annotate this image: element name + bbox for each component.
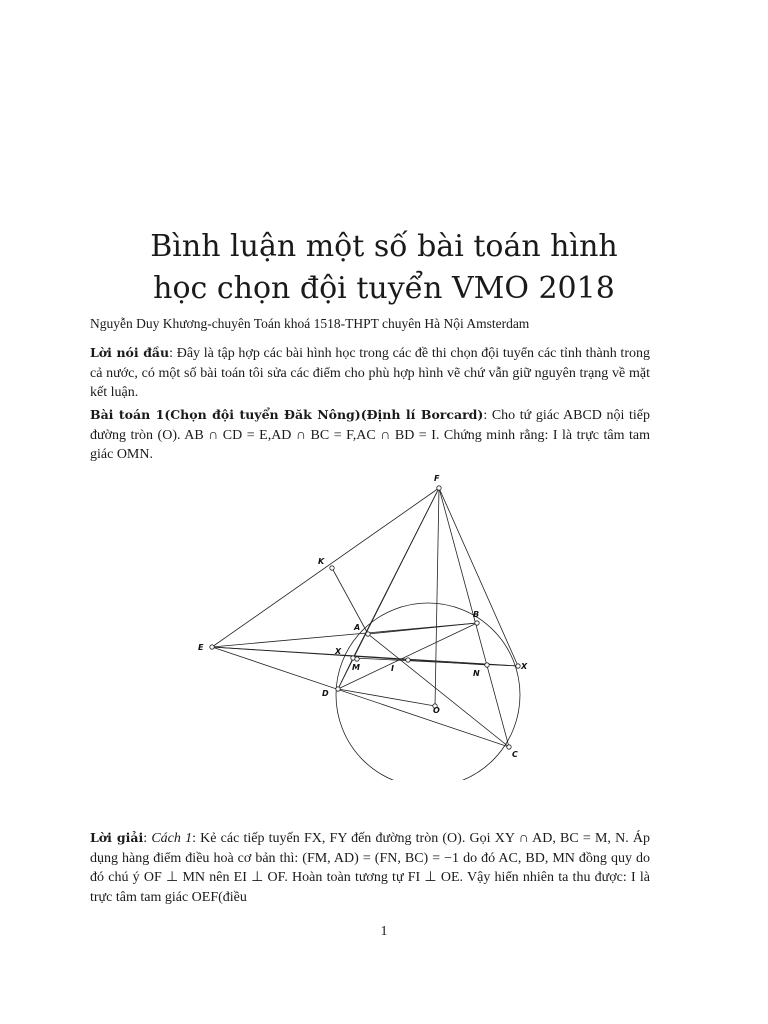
solution-method: Cách 1 [151,831,193,846]
intro-text: : Đây là tập hợp các bài hình học trong các đề thi chọn đội tuyển các tỉnh thành trong cả nước, có một số bài toán tôi sửa các điểm cho phù hợp hình vẽ chứ vẫn giữ nguyên trạng về mặt kết luận. [90,346,650,400]
geometry-figure [180,470,580,780]
solution-heading: Lời giải [90,830,144,845]
label-b: B [473,610,480,619]
label-f: F [434,474,440,483]
label-i: I [391,664,394,673]
label-m: M [352,663,360,672]
label-x-left: X [335,647,342,656]
problem-paragraph [90,405,650,465]
label-k: K [318,557,325,566]
label-a: A [354,623,361,632]
problem-heading: Bài toán 1(Chọn đội tuyển Đăk Nông)(Định lí Borcard) [90,407,484,422]
label-x-right: X [521,662,528,671]
page-number: 1 [380,924,388,939]
label-o: O [433,706,440,715]
label-d: D [322,689,329,698]
solution-text: : Kẻ các tiếp tuyến FX, FY đến đường tròn (O). Gọi XY ∩ AD, BC = M, N. Áp dụng hàng điểm điều hoà cơ bản thì: (FM, AD) = (FN, BC) = −1 do đó AC, BD, MN đồng quy do đó chú ý OF ⊥ MN nên EI ⊥ OF. Hoàn toàn tương tự FI ⊥ OE. Vậy hiển nhiên ta thu được: I là trực tâm tam giác OEF(điều [90,831,650,905]
page-title [60,226,708,310]
label-n: N [473,669,480,678]
title-line-1: Bình luận một số bài toán hình [150,229,618,264]
solution-paragraph: Lời giải: Cách 1: Kẻ các tiếp tuyến FX, FY đến đường tròn (O). Gọi XY ∩ AD, BC = M, N. Áp dụng hàng điểm điều hoà cơ bản thì: (FM, AD) = (FN, BC) = −1 do đó AC, BD, MN đồng quy do đó chú ý OF ⊥ MN nên EI ⊥ OF. Hoàn toàn tương tự FI ⊥ OE. Vậy hiển nhiên ta thu được: I là trực tâm tam giác OEF(điều [90,830,650,905]
label-e: E [198,643,204,652]
author-line: Nguyễn Duy Khương-chuyên Toán khoá 1518-THPT chuyên Hà Nội Amsterdam [90,316,530,331]
problem-text: : Cho tứ giác ABCD nội tiếp đường tròn (O). AB ∩ CD = E,AD ∩ BC = F,AC ∩ BD = I. Chứng minh rằng: I là trực tâm tam giác OMN. [90,408,650,462]
label-c: C [512,750,518,759]
intro-paragraph [90,343,650,403]
circle-o [336,603,520,780]
intro-heading: Lời nói đầu [90,345,170,360]
title-line-2: học chọn đội tuyển VMO 2018 [153,271,615,306]
